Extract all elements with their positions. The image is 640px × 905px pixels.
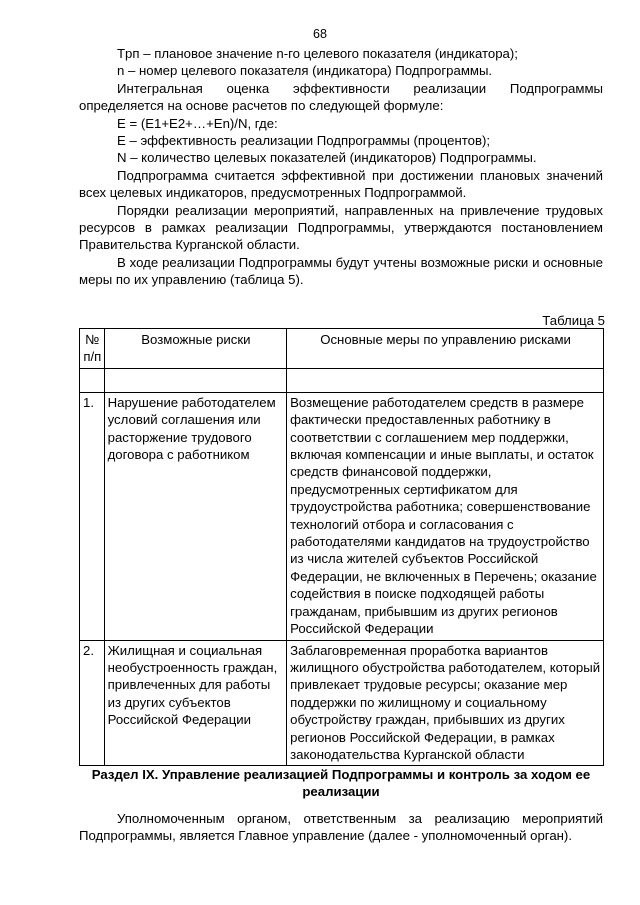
page-number: 68 (313, 27, 327, 41)
definition-N: N – количество целевых показателей (индикаторов) Подпрограммы. (117, 150, 537, 166)
section-title: Раздел IX. Управление реализацией Подпрограммы и контроль за ходом ее реализации (91, 767, 591, 800)
table-spacer-row (80, 368, 604, 392)
row-risk: Жилищная и социальная необустроенность граждан, привлеченных для работы из других субъектов Российской Федерации (104, 640, 287, 766)
definition-n: n – номер целевого показателя (индикатора) Подпрограммы. (117, 63, 493, 79)
intro-text (79, 45, 603, 289)
authorized-body-paragraph: Уполномоченным органом, ответственным за реализацию мероприятий Подпрограммы, является Главное управление (далее - уполномоченный орган). (79, 811, 603, 844)
risks-intro-paragraph: В ходе реализации Подпрограммы будут учтены возможные риски и основные меры по их управлению (таблица 5). (79, 254, 603, 288)
table-row (80, 392, 604, 640)
integral-assessment: Интегральная оценка эффективности реализации Подпрограммы определяется на основе расчетов по следующей формуле: (79, 80, 603, 114)
definition-e: E – эффективность реализации Подпрограммы (процентов); (117, 133, 491, 149)
header-risks: Возможные риски (104, 329, 287, 369)
risks-table (79, 328, 604, 766)
procedures-paragraph: Порядки реализации мероприятий, направленных на привлечение трудовых ресурсов в рамках реализации Подпрограммы, утверждаются постановлением Правительства Курганской области. (79, 202, 603, 253)
section-text (79, 810, 603, 845)
header-measures: Основные меры по управлению рисками (287, 329, 604, 369)
row-risk: Нарушение работодателем условий соглашения или расторжение трудового договора с работником (104, 392, 287, 640)
formula: E = (E1+E2+…+En)/N, где: (117, 115, 278, 131)
row-number: 2. (80, 640, 105, 766)
header-number: № п/п (80, 329, 105, 369)
row-measures: Заблаговременная проработка вариантов жилищного обустройства работодателем, который привлекает трудовые ресурсы; оказание мер поддержки по жилищному и социальному обустройству граждан, прибывших из других регионов Российской Федерации, в рамках законодательства Курганской области (287, 640, 604, 766)
definition-trp: Tрп – плановое значение n-го целевого показателя (индикатора); (117, 46, 518, 61)
row-number: 1. (80, 392, 105, 640)
row-measures: Возмещение работодателем средств в размере фактически предоставленных работнику в соответствии с соглашением мер поддержки, включая компенсации и иные выплаты, и остаток средств финансовой поддержки, предусмотренных сертификатом для трудоустройства работника; совершенствование технологий отбора и согласования с работодателями кандидатов на трудоустройство из числа жителей субъектов Российской Федерации, не включенных в Перечень; оказание содействия в поиске подходящей работы гражданам, прибывшим из других регионов Российской Федерации (287, 392, 604, 640)
efficiency-criterion: Подпрограмма считается эффективной при достижении плановых значений всех целевых индикаторов, предусмотренных Подпрограммой. (79, 167, 603, 201)
table-row (80, 640, 604, 766)
table-caption: Таблица 5 (542, 313, 605, 328)
table-header-row (80, 329, 604, 369)
